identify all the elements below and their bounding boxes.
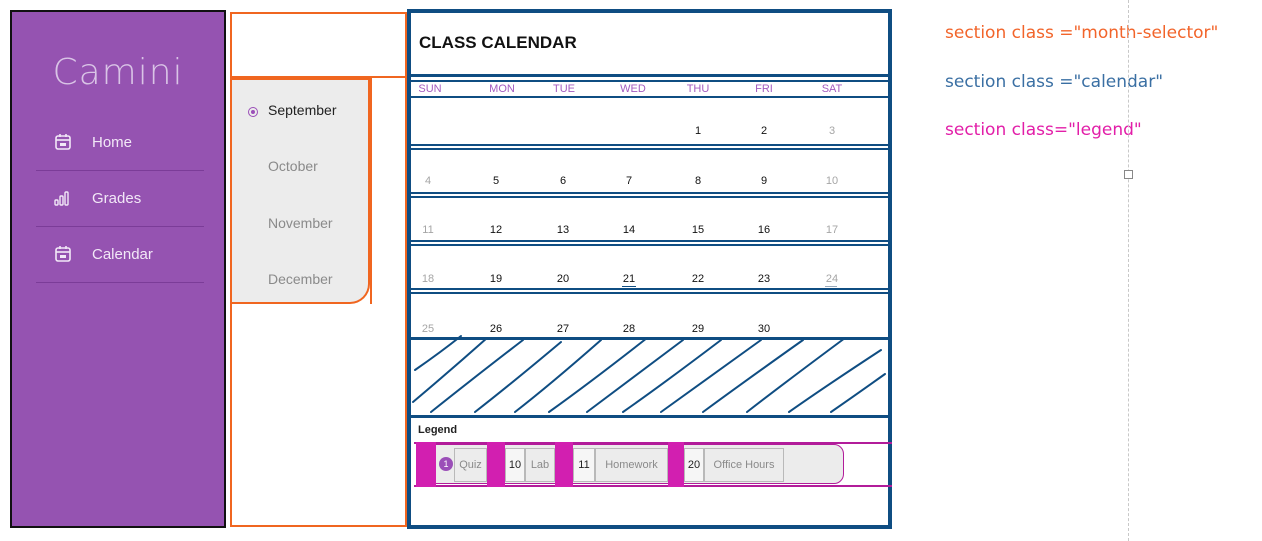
calendar-row-line xyxy=(407,196,892,198)
weekday-fri: FRI xyxy=(755,83,773,95)
day-cell[interactable]: 19 xyxy=(489,273,503,285)
day-cell[interactable]: 16 xyxy=(757,224,771,236)
sidebar-item-home[interactable] xyxy=(36,114,204,171)
legend-office-hours-label: Office Hours xyxy=(704,448,784,482)
day-cell[interactable]: 30 xyxy=(757,323,771,335)
day-cell[interactable]: 5 xyxy=(492,175,500,187)
weekday-tue: TUE xyxy=(553,83,575,95)
guide-line xyxy=(1128,0,1130,541)
calendar-row-line xyxy=(407,144,892,146)
legend-lab-marker: 10 xyxy=(505,448,525,482)
event-underline xyxy=(622,286,636,287)
legend-homework-marker: 11 xyxy=(573,448,595,482)
day-cell[interactable]: 25 xyxy=(421,323,435,335)
weekday-wed: WED xyxy=(620,83,646,95)
brand-logo[interactable]: Camini xyxy=(52,52,184,93)
day-cell[interactable]: 28 xyxy=(622,323,636,335)
day-cell[interactable]: 22 xyxy=(691,273,705,285)
legend-title: Legend xyxy=(418,424,458,436)
legend-quiz-label: Quiz xyxy=(454,448,487,482)
day-cell[interactable]: 23 xyxy=(757,273,771,285)
month-october[interactable]: October xyxy=(268,158,318,174)
month-september[interactable]: September xyxy=(268,102,337,118)
day-cell[interactable]: 13 xyxy=(556,224,570,236)
day-cell[interactable]: 9 xyxy=(760,175,768,187)
hatched-empty-area xyxy=(411,330,889,416)
legend-marker xyxy=(668,442,684,487)
day-cell[interactable]: 29 xyxy=(691,323,705,335)
day-cell[interactable]: 20 xyxy=(556,273,570,285)
event-underline xyxy=(825,286,837,287)
day-cell[interactable]: 24 xyxy=(825,273,839,285)
legend-marker xyxy=(487,442,505,487)
annotation-month-selector: section class ="month-selector" xyxy=(945,23,1219,43)
calendar-weekday-bottom xyxy=(407,96,892,98)
calendar-row-line xyxy=(407,244,892,246)
weekday-sun: SUN xyxy=(418,83,442,95)
day-cell[interactable]: 14 xyxy=(622,224,636,236)
month-november[interactable]: November xyxy=(268,215,333,231)
legend-marker xyxy=(555,442,573,487)
legend-quiz-marker: 1 xyxy=(439,457,453,471)
day-cell[interactable]: 21 xyxy=(622,273,636,285)
calendar-row-line xyxy=(407,292,892,294)
legend-lab-label: Lab xyxy=(525,448,555,482)
sidebar-item-label: Grades xyxy=(92,189,142,207)
calendar-icon xyxy=(54,245,72,263)
day-cell[interactable]: 17 xyxy=(825,224,839,236)
sidebar-item-label: Home xyxy=(92,133,133,151)
day-cell[interactable]: 15 xyxy=(691,224,705,236)
sidebar-item-calendar[interactable] xyxy=(36,226,204,283)
annotation-calendar: section class ="calendar" xyxy=(945,72,1164,92)
day-cell[interactable]: 7 xyxy=(625,175,633,187)
annotation-legend: section class="legend" xyxy=(945,120,1142,140)
day-cell[interactable]: 3 xyxy=(828,125,836,137)
month-list-border xyxy=(370,78,372,304)
calendar-title: CLASS CALENDAR xyxy=(419,33,577,52)
calendar-header-divider xyxy=(407,74,892,77)
sidebar-item-label: Calendar xyxy=(92,245,153,263)
day-cell[interactable]: 2 xyxy=(760,125,768,137)
sidebar-item-grades[interactable] xyxy=(36,170,204,227)
day-cell[interactable]: 27 xyxy=(556,323,570,335)
legend-homework-label: Homework xyxy=(595,448,668,482)
resize-handle[interactable] xyxy=(1124,170,1133,179)
legend-marker xyxy=(416,442,436,487)
sidebar xyxy=(10,10,226,528)
bar-chart-icon xyxy=(54,189,72,207)
calendar-row-line xyxy=(407,288,892,290)
day-cell[interactable]: 6 xyxy=(559,175,567,187)
day-cell[interactable]: 26 xyxy=(489,323,503,335)
day-cell[interactable]: 18 xyxy=(421,273,435,285)
weekday-sat: SAT xyxy=(821,83,843,95)
calendar-weekday-top xyxy=(407,80,892,82)
weekday-thu: THU xyxy=(686,83,710,95)
month-december[interactable]: December xyxy=(268,271,333,287)
day-cell[interactable]: 10 xyxy=(825,175,839,187)
calendar-icon xyxy=(54,133,72,151)
day-cell[interactable]: 1 xyxy=(694,125,702,137)
day-cell[interactable]: 8 xyxy=(694,175,702,187)
calendar-row-line xyxy=(407,192,892,194)
weekday-mon: MON xyxy=(489,83,515,95)
day-cell[interactable]: 12 xyxy=(489,224,503,236)
day-cell[interactable]: 4 xyxy=(424,175,432,187)
day-cell[interactable]: 11 xyxy=(422,224,434,236)
legend-office-hours-marker: 20 xyxy=(684,448,704,482)
calendar-row-line xyxy=(407,240,892,242)
month-selected-radio[interactable] xyxy=(248,107,258,117)
calendar-row-line xyxy=(407,148,892,150)
